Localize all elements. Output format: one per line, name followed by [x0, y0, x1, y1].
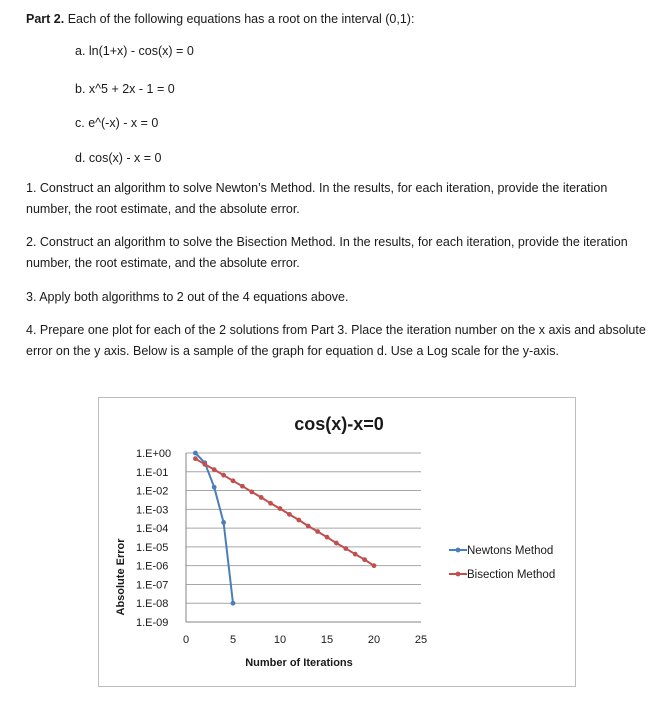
chart-svg: [99, 398, 575, 686]
bisection-point: [306, 524, 311, 529]
bisection-point: [212, 467, 217, 472]
bisection-point: [259, 495, 264, 500]
part-intro: Each of the following equations has a root on the interval (0,1):: [67, 12, 415, 26]
y-tick-label: 1.E-02: [136, 485, 169, 498]
bisection-point: [202, 462, 207, 467]
legend: [449, 545, 555, 581]
y-tick-label: 1.E-03: [136, 504, 169, 517]
newton-point: [193, 451, 198, 456]
equation-a: a. ln(1+x) - cos(x) = 0: [75, 44, 194, 58]
gridlines: [186, 453, 421, 622]
chart-frame: [98, 397, 576, 687]
y-tick-label: 1.E-07: [136, 579, 169, 592]
bisection-point: [249, 489, 254, 494]
bisection-point: [315, 529, 320, 534]
y-tick-label: 1.E-01: [136, 466, 169, 479]
bisection-point: [325, 535, 330, 540]
bisection-point: [334, 541, 339, 546]
bisection-point: [193, 456, 198, 461]
x-tick-label: 5: [229, 634, 237, 646]
y-tick-label: 1.E-04: [136, 523, 169, 536]
task-4: 4. Prepare one plot for each of the 2 solutions from Part 3. Place the iteration number on the x axis and absolute error on the y axis. Below is a sample of the graph for equation d. Use a Log scale for the y-axis.: [26, 323, 646, 358]
bisection-point: [362, 557, 367, 562]
bisection-point: [296, 518, 301, 523]
part-heading: [26, 12, 414, 26]
bisection-point: [372, 563, 377, 568]
bisection-point: [268, 501, 273, 506]
bisection-point: [231, 478, 236, 483]
bisection-point: [343, 546, 348, 551]
y-axis-label: Absolute Error: [115, 538, 127, 616]
part-label: Part 2.: [26, 12, 65, 26]
newton-point: [231, 601, 236, 606]
bisection-point: [287, 512, 292, 517]
x-tick-label: 20: [367, 634, 381, 646]
x-tick-label: 10: [273, 634, 287, 646]
legend-label: Newtons Method: [467, 545, 554, 557]
y-tick-label: 1.E-06: [136, 560, 169, 573]
legend-label: Bisection Method: [467, 569, 556, 581]
equation-d: d. cos(x) - x = 0: [75, 151, 162, 165]
y-tick-label: 1.E-08: [136, 598, 169, 611]
x-axis-label: Number of Iterations: [245, 657, 353, 669]
legend-marker: [456, 548, 461, 553]
bisection-point: [240, 484, 245, 489]
equation-c: c. e^(-x) - x = 0: [75, 116, 159, 130]
task-2: 2. Construct an algorithm to solve the Bisection Method. In the results, for each iteration, provide the iteration number, the root estimate, and the absolute error.: [26, 235, 628, 270]
newton-point: [212, 485, 217, 490]
legend-marker: [456, 572, 461, 577]
x-tick-label: 15: [320, 634, 334, 646]
x-tick-label: 0: [182, 634, 190, 646]
chart-title: cos(x)-x=0: [294, 414, 384, 434]
newton-point: [221, 520, 226, 525]
x-tick-label: 25: [414, 634, 428, 646]
equation-b: b. x^5 + 2x - 1 = 0: [75, 82, 175, 96]
task-3: 3. Apply both algorithms to 2 out of the 4 equations above.: [26, 290, 349, 304]
task-1: 1. Construct an algorithm to solve Newton’s Method. In the results, for each iteration, provide the iteration number, the root estimate, and the absolute error.: [26, 181, 608, 216]
y-tick-label: 1.E-05: [136, 541, 169, 554]
bisection-point: [278, 506, 283, 511]
bisection-point: [353, 552, 358, 557]
y-tick-label: 1.E-09: [136, 617, 169, 629]
bisection-point: [221, 473, 226, 478]
y-tick-label: 1.E+00: [136, 448, 172, 460]
